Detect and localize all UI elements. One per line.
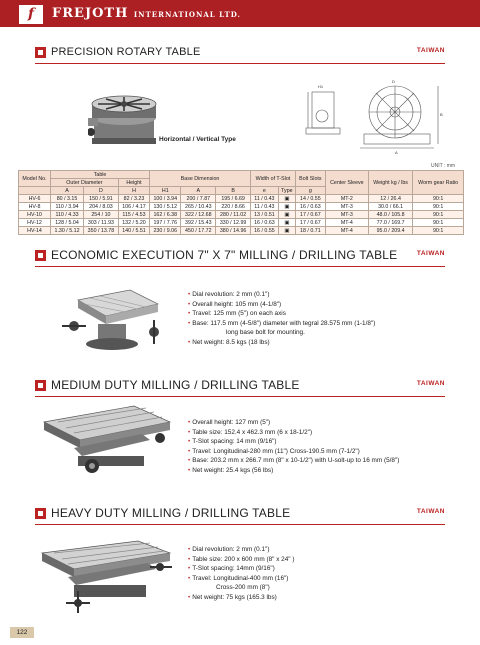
section-header-medium: [35, 378, 445, 397]
list-item: • Net weight: 8.5 kgs (18 lbs): [188, 338, 270, 346]
cell: 128 / 5.04: [51, 219, 84, 227]
section-title: MEDIUM DUTY MILLING / DRILLING TABLE: [51, 378, 300, 392]
tslot-type-icon: ▣: [278, 219, 295, 227]
svg-text:A: A: [395, 150, 398, 155]
header-weight: Weight kg / lbs: [368, 171, 412, 195]
cell: MT-4: [325, 219, 368, 227]
subheader-b: B: [216, 187, 251, 195]
list-item: • Travel: 125 mm (5") on each axis: [188, 310, 286, 318]
cell: 16 / 0.63: [250, 219, 278, 227]
section-bullet-icon: [35, 380, 46, 391]
cell: 254 / 10: [84, 211, 119, 219]
bullet-dot-icon: •: [188, 457, 191, 465]
header-worm-gear-ratio: Worm gear Ratio: [413, 171, 464, 195]
list-item-continuation: long base bolt for mounting.: [226, 329, 305, 337]
cell: 392 / 15.43: [181, 219, 216, 227]
tslot-type-icon: ▣: [278, 203, 295, 211]
rotary-table-drawing: [300, 78, 450, 156]
brand-logo: f: [19, 5, 43, 24]
brand-header: [0, 0, 480, 27]
economic-spec-list: [188, 290, 375, 348]
cell: 90:1: [413, 211, 464, 219]
section-header-heavy: [35, 506, 445, 525]
economic-table-photo: [58, 282, 176, 364]
section-header-rotary: [35, 45, 445, 64]
table-row: [19, 203, 464, 211]
medium-spec-list: [188, 418, 399, 476]
subheader-g: g: [295, 187, 325, 195]
table-row: [19, 195, 464, 203]
origin-tag: TAIWAN: [416, 380, 445, 387]
cell: 17 / 0.67: [295, 211, 325, 219]
cell: 115 / 4.53: [118, 211, 149, 219]
cell: 265 / 10.43: [181, 203, 216, 211]
header-height: Height: [118, 179, 149, 187]
cell: MT-3: [325, 203, 368, 211]
subheader-a: A: [51, 187, 84, 195]
bullet-dot-icon: •: [188, 291, 191, 298]
cell: 90:1: [413, 227, 464, 235]
cell: 16 / 0.63: [295, 203, 325, 211]
tslot-type-icon: ▣: [278, 227, 295, 235]
header-center-sleeve: Center Sleeve: [325, 171, 368, 195]
heavy-table-photo: [38, 535, 173, 615]
rotary-caption: Horizontal / Vertical Type: [159, 136, 236, 143]
cell: 80 / 3.15: [51, 195, 84, 203]
subheader-h: H: [118, 187, 149, 195]
list-item: • Dial revolution: 2 mm (0.1"): [188, 291, 270, 298]
bullet-dot-icon: •: [188, 300, 191, 308]
bullet-dot-icon: •: [188, 546, 191, 553]
table-row: [19, 227, 464, 235]
unit-label: UNIT : mm: [431, 163, 456, 169]
list-item: • Overall height: 105 mm (4-1/8"): [188, 300, 282, 308]
bullet-dot-icon: •: [188, 338, 191, 346]
header-blank: [19, 187, 51, 195]
section-bullet-icon: [35, 250, 46, 261]
section-bullet-icon: [35, 47, 46, 58]
cell: 195 / 6.69: [216, 195, 251, 203]
cell-model: HV-8: [19, 203, 51, 211]
cell: 322 / 12.68: [181, 211, 216, 219]
list-item: • Travel: Longitudinal-280 mm (11") Cross-190.5 mm (7-1/2"): [188, 447, 360, 455]
cell: 90:1: [413, 203, 464, 211]
subheader-h1: H1: [150, 187, 181, 195]
cell: 200 / 7.87: [181, 195, 216, 203]
cell: 30.0 / 66.1: [368, 203, 412, 211]
list-item: • Table size: 152.4 x 462.3 mm (6 x 18-1/2"): [188, 428, 313, 436]
subheader-e: e: [250, 187, 278, 195]
cell: 450 / 17.72: [181, 227, 216, 235]
cell: 150 / 5.91: [84, 195, 119, 203]
cell-model: HV-12: [19, 219, 51, 227]
cell: 106 / 4.17: [118, 203, 149, 211]
cell: 230 / 9.06: [150, 227, 181, 235]
header-base-dimension: Base Dimension: [150, 171, 251, 187]
origin-tag: TAIWAN: [416, 250, 445, 257]
cell: 330 / 12.99: [216, 219, 251, 227]
list-item: • Net weight: 75 kgs (165.3 lbs): [188, 593, 277, 601]
bullet-dot-icon: •: [188, 419, 191, 426]
list-item: • Base: 117.5 mm (4-5/8") diameter with tegral 28.575 mm (1-1/8") long base bolt for mounting.: [188, 319, 376, 337]
bullet-dot-icon: •: [188, 574, 191, 582]
cell: 130 / 5.12: [150, 203, 181, 211]
cell-model: HV-10: [19, 211, 51, 219]
cell: 350 / 13.78: [84, 227, 119, 235]
subheader-type: Type: [278, 187, 295, 195]
table-row: [19, 219, 464, 227]
bullet-dot-icon: •: [188, 310, 191, 318]
subheader-d: D: [84, 187, 119, 195]
tslot-type-icon: ▣: [278, 211, 295, 219]
svg-text:D: D: [392, 79, 395, 84]
cell: 17 / 0.67: [295, 219, 325, 227]
section-title: ECONOMIC EXECUTION 7" X 7" MILLING / DRILLING TABLE: [51, 248, 398, 262]
bullet-dot-icon: •: [188, 466, 191, 474]
cell-model: HV-6: [19, 195, 51, 203]
bullet-dot-icon: •: [188, 438, 191, 446]
cell: 110 / 3.94: [51, 203, 84, 211]
section-title: HEAVY DUTY MILLING / DRILLING TABLE: [51, 506, 291, 520]
bullet-dot-icon: •: [188, 428, 191, 436]
section-title: PRECISION ROTARY TABLE: [51, 46, 201, 58]
cell: 197 / 7.76: [150, 219, 181, 227]
brand-name-suffix: INTERNATIONAL LTD.: [133, 10, 241, 19]
heavy-spec-list: [188, 545, 294, 603]
header-model-no: Model No.: [19, 171, 51, 187]
origin-tag: TAIWAN: [416, 47, 445, 54]
list-item: • Travel: Longitudinal-400 mm (16") Cross-200 mm (8"): [188, 574, 294, 593]
cell: 140 / 5.51: [118, 227, 149, 235]
cell: 11 / 0.43: [250, 195, 278, 203]
cell: MT-4: [325, 227, 368, 235]
bullet-dot-icon: •: [188, 593, 191, 601]
brand-name: FREJOTH INTERNATIONAL LTD.: [52, 6, 241, 21]
list-item: • Base: 203.2 mm x 266.7 mm (8" x 10-1/2") with U-solt-up to 16 mm (5/8"): [188, 457, 400, 465]
cell: MT-2: [325, 195, 368, 203]
list-item-continuation: Cross-200 mm (8"): [216, 584, 270, 592]
list-item: • Dial revolution: 2 mm (0.1"): [188, 546, 270, 553]
section-bullet-icon: [35, 508, 46, 519]
cell: 12 / 26.4: [368, 195, 412, 203]
cell: 90:1: [413, 195, 464, 203]
cell: 204 / 8.03: [84, 203, 119, 211]
cell-model: HV-14: [19, 227, 51, 235]
list-item: • Overall height: 127 mm (5"): [188, 419, 271, 426]
cell: 82 / 3.23: [118, 195, 149, 203]
list-item: • T-Slot spacing: 14mm (9/16"): [188, 565, 275, 573]
page-number: 122: [10, 627, 34, 638]
header-bolt-slots: Bolt Slots: [295, 171, 325, 187]
tslot-type-icon: ▣: [278, 195, 295, 203]
table-row: [19, 211, 464, 219]
cell: MT-3: [325, 211, 368, 219]
cell: 280 / 11.02: [216, 211, 251, 219]
cell: 14 / 0.55: [295, 195, 325, 203]
header-table: Table: [51, 171, 150, 179]
svg-text:B: B: [440, 112, 443, 117]
rotary-table-photo: [88, 68, 160, 146]
medium-table-photo: [38, 402, 173, 482]
cell: 110 / 4.33: [51, 211, 84, 219]
svg-text:H1: H1: [318, 84, 324, 89]
subheader-a2: A: [181, 187, 216, 195]
rotary-spec-table: [18, 170, 464, 235]
header-outer-diameter: Outer Diameter: [51, 179, 119, 187]
cell: 220 / 8.66: [216, 203, 251, 211]
section-header-economic: [35, 248, 445, 267]
bullet-dot-icon: •: [188, 555, 191, 563]
cell: 1.30 / 5.12: [51, 227, 84, 235]
origin-tag: TAIWAN: [416, 508, 445, 515]
list-item: • Table size: 200 x 600 mm (8" x 24" ): [188, 555, 295, 563]
cell: 16 / 0.55: [250, 227, 278, 235]
cell: 11 / 0.43: [250, 203, 278, 211]
list-item: • Net weight: 25.4 kgs (56 lbs): [188, 466, 274, 474]
cell: 132 / 5.20: [118, 219, 149, 227]
cell: 48.0 / 105.8: [368, 211, 412, 219]
header-tslot-width: Width of T-Slot: [250, 171, 295, 187]
bullet-dot-icon: •: [188, 319, 191, 327]
cell: 100 / 3.94: [150, 195, 181, 203]
bullet-dot-icon: •: [188, 565, 191, 573]
cell: 13 / 0.51: [250, 211, 278, 219]
cell: 95.0 / 209.4: [368, 227, 412, 235]
list-item: • T-Slot spacing: 14 mm (9/16"): [188, 438, 277, 446]
cell: 77.0 / 169.7: [368, 219, 412, 227]
cell: 303 / 11.93: [84, 219, 119, 227]
cell: 18 / 0.71: [295, 227, 325, 235]
cell: 162 / 6.38: [150, 211, 181, 219]
cell: 90:1: [413, 219, 464, 227]
bullet-dot-icon: •: [188, 447, 191, 455]
cell: 380 / 14.96: [216, 227, 251, 235]
